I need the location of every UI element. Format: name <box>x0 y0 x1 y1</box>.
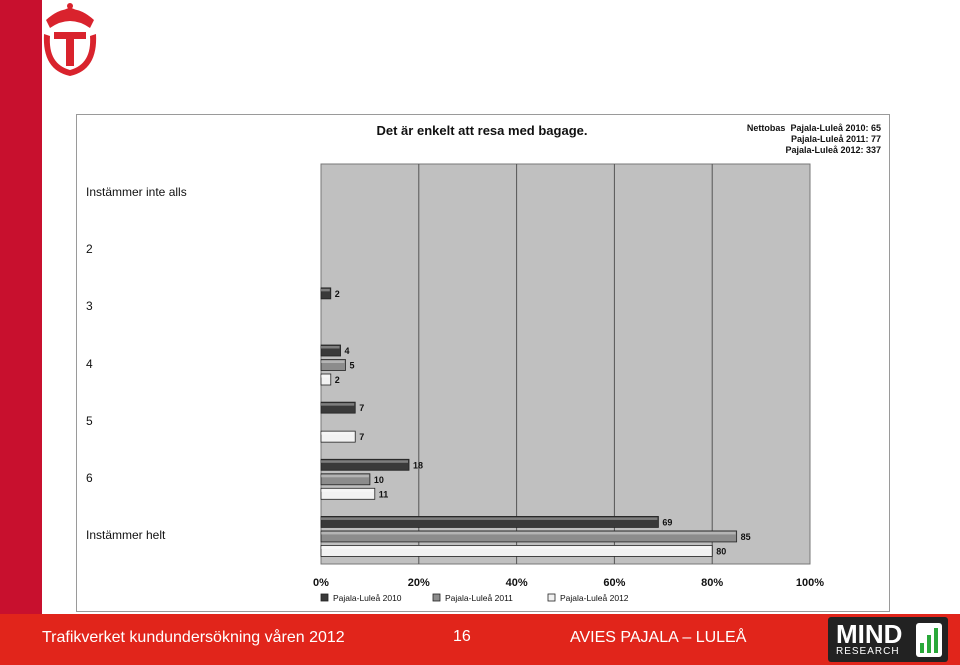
page-number: 16 <box>453 628 471 645</box>
category-label: 4 <box>86 357 93 371</box>
data-label: 2 <box>334 375 340 385</box>
legend-label: Pajala-Luleå 2011 <box>445 593 513 603</box>
left-red-strip <box>0 0 42 614</box>
trafikverket-logo <box>38 0 102 80</box>
legend-swatch <box>433 594 440 601</box>
footer-title: Trafikverket kundundersökning våren 2012 <box>42 629 345 646</box>
category-label: Instämmer inte alls <box>86 185 187 199</box>
bar-highlight <box>321 517 657 520</box>
data-label: 2 <box>334 288 340 299</box>
category-label: 5 <box>86 414 93 428</box>
nettobas-label: Nettobas <box>746 123 786 133</box>
footer-route: AVIES PAJALA – LULEÅ <box>570 629 747 646</box>
legend-swatch <box>321 594 328 601</box>
bar-highlight <box>321 546 711 549</box>
bar-highlight <box>321 489 374 492</box>
category-label: Instämmer helt <box>86 528 166 542</box>
bar-highlight <box>321 460 408 463</box>
bar-highlight <box>321 361 344 364</box>
data-label: 69 <box>662 517 673 528</box>
data-label: 18 <box>413 460 424 471</box>
nettobas-entry: Pajala-Luleå 2011: 77 <box>790 134 881 144</box>
data-label: 10 <box>373 474 384 485</box>
nettobas-entry: Pajala-Luleå 2010: 65 <box>790 123 881 133</box>
category-label: 6 <box>86 471 93 485</box>
x-tick-label: 80% <box>701 577 724 589</box>
category-label: 2 <box>86 242 93 256</box>
bar-highlight <box>321 532 736 535</box>
logo-sub-text: RESEARCH <box>836 646 900 657</box>
x-tick-label: 100% <box>795 577 825 589</box>
bar-highlight <box>321 475 369 478</box>
data-label: 7 <box>359 432 365 443</box>
mind-research-logo <box>828 617 948 662</box>
bar-chart-icon <box>916 623 942 657</box>
bar-highlight <box>321 346 340 349</box>
bar-highlight <box>321 289 330 292</box>
chart-frame <box>76 114 890 612</box>
data-label: 11 <box>378 489 389 500</box>
x-tick-label: 0% <box>313 577 329 589</box>
chart-title: Det är enkelt att resa med bagage. <box>376 123 588 138</box>
x-tick-label: 20% <box>407 577 430 589</box>
category-label: 3 <box>86 299 93 313</box>
data-label: 4 <box>344 346 350 356</box>
plot-area <box>321 164 810 564</box>
bar-highlight <box>321 403 354 406</box>
legend-swatch <box>548 594 555 601</box>
data-label: 7 <box>359 403 365 414</box>
x-tick-label: 40% <box>505 577 528 589</box>
legend-label: Pajala-Luleå 2010 <box>333 593 402 603</box>
bar-highlight <box>321 432 354 435</box>
data-label: 5 <box>349 360 355 371</box>
bar-highlight <box>321 375 330 378</box>
nettobas-entry: Pajala-Luleå 2012: 337 <box>785 145 881 155</box>
data-label: 85 <box>740 531 751 542</box>
data-label: 80 <box>716 546 727 557</box>
logo-main-text: MIND <box>836 619 903 649</box>
legend-label: Pajala-Luleå 2012 <box>560 593 629 603</box>
bar-plot <box>77 115 889 611</box>
x-tick-label: 60% <box>603 577 626 589</box>
